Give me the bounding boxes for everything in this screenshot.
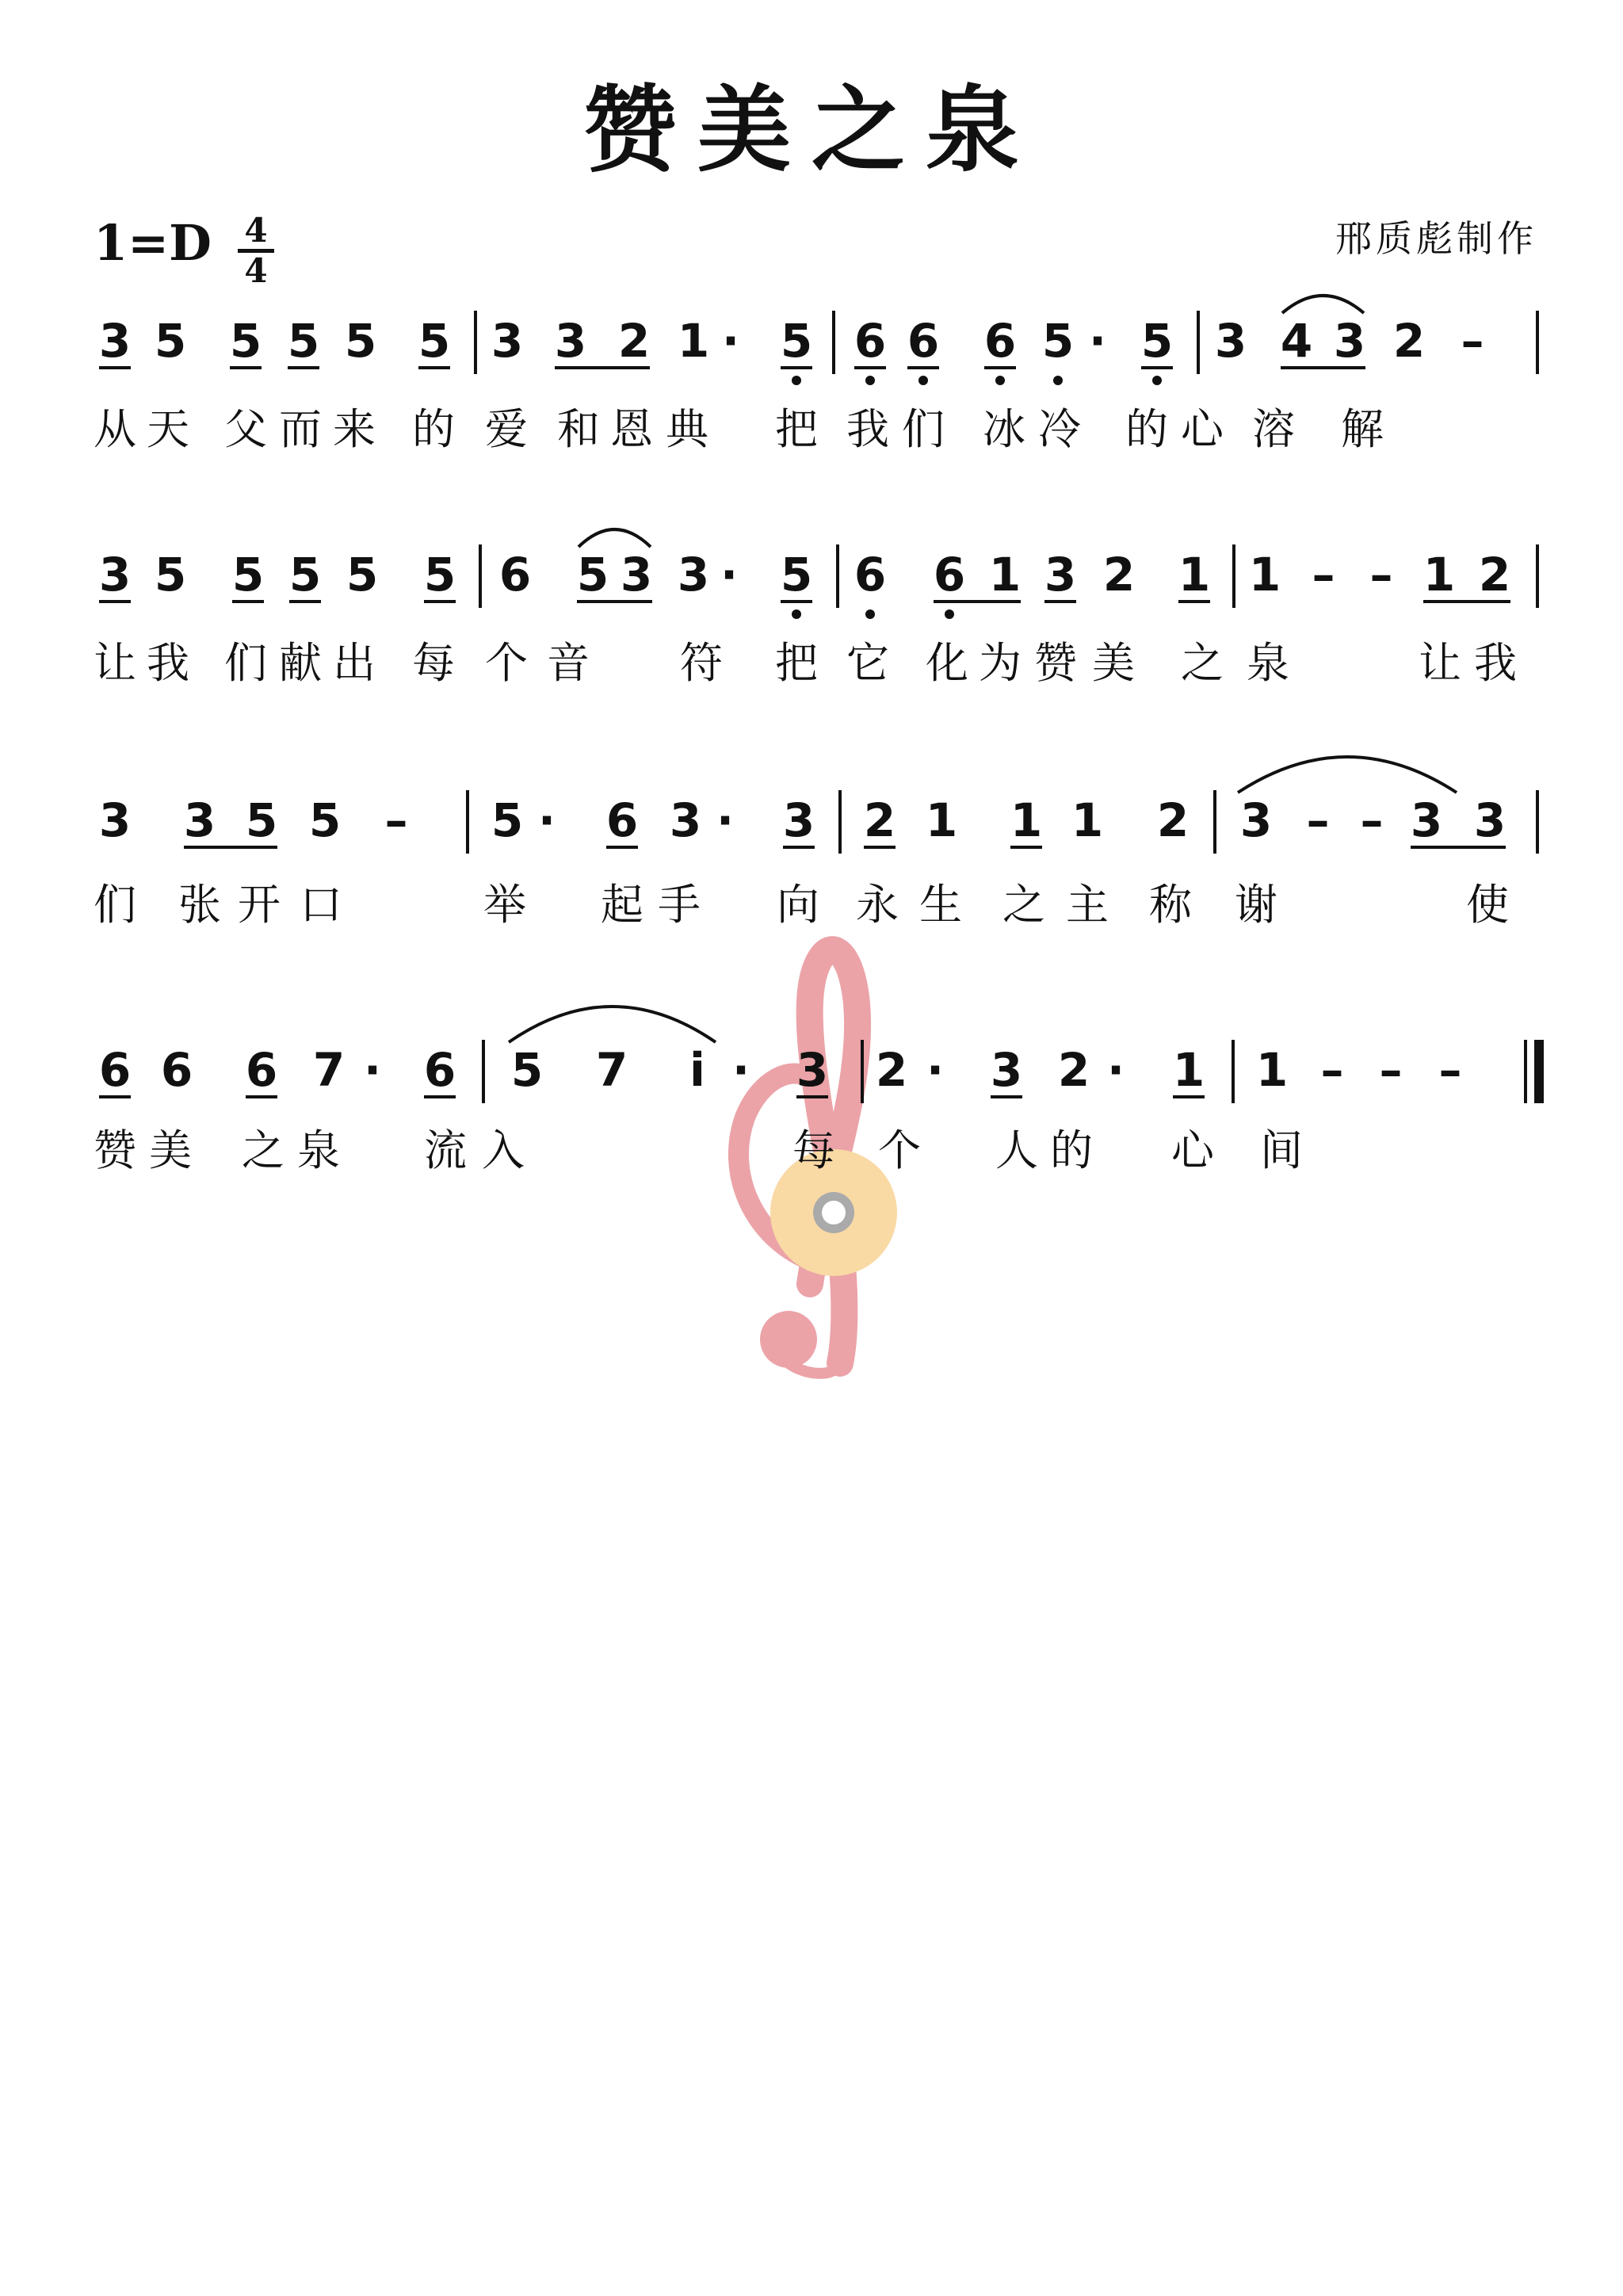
note-3-12: 2 [863,793,896,847]
lyric-1-10: 典 [666,404,708,454]
lyric-3-14: 谢 [1235,880,1277,930]
note-1-15: 6 [983,314,1017,368]
note-2-22: 1 [1423,548,1456,602]
lyric-4-7: 每 [792,1125,835,1175]
note-1-7: 3 [491,314,524,368]
note-2-3: 5 [231,548,265,602]
note-2-4: 5 [288,548,322,602]
note-4-2: 6 [160,1043,193,1097]
lyric-1-14: 冰 [983,404,1025,454]
note-2-8: 5 [576,548,609,602]
low-octave-dot-1-15 [995,376,1005,385]
note-2-1: 3 [98,548,132,602]
note-3-8: 6 [605,793,639,847]
lyric-1-1: 从 [94,404,136,454]
lyric-4-6: 入 [482,1125,525,1175]
note-3-15: 1 [1071,793,1104,847]
lyric-3-5: 举 [483,880,526,930]
note-4-16: · [1106,1043,1125,1097]
note-1-22: 2 [1392,314,1426,368]
key-signature: 1=D [94,214,212,272]
low-octave-dot-1-14 [918,376,928,385]
lyric-3-12: 主 [1066,880,1109,930]
lyric-2-15: 美 [1092,638,1135,688]
lyric-2-9: 符 [680,638,723,688]
note-4-15: 2 [1057,1043,1090,1097]
lyric-3-9: 永 [856,880,899,930]
note-3-9: 3 [669,793,702,847]
note-3-6: 5 [491,793,524,847]
lyric-2-7: 个 [485,638,528,688]
note-1-13: 6 [854,314,887,368]
note-3-2: 3 [183,793,216,847]
lyric-2-19: 我 [1474,638,1517,688]
note-2-18: 1 [1178,548,1211,602]
lyric-3-3: 开 [238,880,281,930]
lyric-3-13: 称 [1149,880,1192,930]
lyric-1-19: 解 [1341,404,1384,454]
note-2-11: · [720,548,739,602]
lyric-4-8: 个 [878,1125,921,1175]
note-2-2: 5 [154,548,187,602]
note-1-23: – [1461,314,1484,368]
note-3-14: 1 [1010,793,1043,847]
note-1-11: · [721,314,740,368]
note-1-21: 3 [1333,314,1366,368]
note-1-4: 5 [287,314,320,368]
lyric-4-5: 流 [424,1125,467,1175]
note-2-10: 3 [677,548,710,602]
lyric-1-15: 冷 [1038,404,1081,454]
note-2-23: 2 [1478,548,1511,602]
lyric-1-9: 恩 [610,404,653,454]
note-4-20: – [1379,1043,1403,1097]
lyric-1-4: 而 [279,404,322,454]
lyric-4-10: 的 [1050,1125,1093,1175]
lyric-2-4: 献 [279,638,322,688]
note-4-21: – [1438,1043,1462,1097]
lyric-2-5: 出 [333,638,376,688]
note-2-6: 5 [423,548,456,602]
note-2-13: 6 [854,548,887,602]
note-2-15: 1 [988,548,1022,602]
note-1-1: 3 [98,314,132,368]
note-3-4: 5 [308,793,342,847]
lyric-2-13: 为 [979,638,1022,688]
lyric-4-11: 心 [1171,1125,1214,1175]
lyric-2-14: 赞 [1034,638,1077,688]
lyric-4-3: 之 [242,1125,285,1175]
note-1-8: 3 [554,314,587,368]
note-4-3: 6 [245,1043,278,1097]
slur-2-1 [579,529,651,547]
note-4-4: 7 [312,1043,346,1097]
note-1-3: 5 [229,314,262,368]
low-octave-dot-2-12 [792,609,801,619]
lyric-3-2: 张 [178,880,221,930]
note-4-19: – [1320,1043,1344,1097]
note-3-3: 5 [245,793,278,847]
note-4-1: 6 [98,1043,132,1097]
lyric-1-2: 天 [147,404,189,454]
lyric-1-16: 的 [1125,404,1168,454]
note-1-2: 5 [154,314,187,368]
low-octave-dot-2-14 [945,609,954,619]
lyric-2-1: 让 [94,638,136,688]
note-3-11: 3 [782,793,815,847]
note-3-21: 3 [1473,793,1507,847]
lyric-1-8: 和 [557,404,600,454]
lyric-4-12: 间 [1260,1125,1303,1175]
lyric-1-3: 父 [224,404,267,454]
note-1-20: 4 [1280,314,1313,368]
note-2-17: 2 [1102,548,1136,602]
lyric-3-1: 们 [94,880,136,930]
note-4-13: · [926,1043,945,1097]
slur-4-1 [509,1007,716,1042]
lyric-2-17: 泉 [1247,638,1289,688]
note-2-16: 3 [1044,548,1077,602]
note-1-5: 5 [344,314,377,368]
note-3-10: · [716,793,735,847]
note-4-17: 1 [1172,1043,1205,1097]
lyric-3-8: 向 [777,880,819,930]
lyric-3-15: 使 [1466,880,1509,930]
lyric-2-16: 之 [1181,638,1224,688]
note-4-8: 7 [595,1043,628,1097]
lyric-2-3: 们 [224,638,267,688]
author-credit: 邢质彪制作 [1335,217,1537,260]
time-denominator: 4 [244,251,268,290]
note-1-12: 5 [780,314,813,368]
lyric-2-6: 每 [412,638,455,688]
song-title: 赞美之泉 [582,74,1040,185]
note-3-13: 1 [925,793,958,847]
note-3-16: 2 [1156,793,1190,847]
lyric-4-2: 美 [149,1125,192,1175]
note-2-14: 6 [933,548,966,602]
low-octave-dot-1-13 [865,376,875,385]
lyric-1-17: 心 [1181,404,1224,454]
note-4-10: · [731,1043,750,1097]
note-1-18: 5 [1140,314,1174,368]
lyric-2-8: 音 [547,638,590,688]
lyric-3-4: 口 [300,880,342,930]
note-4-18: 1 [1255,1043,1289,1097]
low-octave-dot-1-12 [792,376,801,385]
lyric-2-2: 我 [147,638,189,688]
note-1-14: 6 [907,314,940,368]
note-2-9: 3 [620,548,653,602]
lyric-4-9: 人 [995,1125,1038,1175]
low-octave-dot-2-13 [865,609,875,619]
note-1-19: 3 [1214,314,1247,368]
lyric-3-6: 起 [601,880,643,930]
time-numerator: 4 [244,211,268,250]
note-3-19: – [1360,793,1384,847]
lyric-1-18: 溶 [1252,404,1295,454]
note-3-1: 3 [98,793,132,847]
low-octave-dot-1-16 [1053,376,1063,385]
note-3-5: – [384,793,408,847]
lyric-1-13: 们 [902,404,945,454]
note-2-21: – [1369,548,1393,602]
note-4-11: 3 [796,1043,829,1097]
lyric-1-5: 来 [333,404,376,454]
lyric-4-4: 泉 [297,1125,340,1175]
lyric-3-7: 手 [658,880,701,930]
lyric-4-1: 赞 [94,1125,136,1175]
note-4-5: · [363,1043,382,1097]
note-4-9: i̇ [689,1043,705,1097]
lyric-3-11: 之 [1002,880,1045,930]
lyric-3-10: 生 [919,880,962,930]
note-2-12: 5 [780,548,813,602]
lyric-1-6: 的 [412,404,455,454]
note-2-19: 1 [1248,548,1281,602]
note-4-14: 3 [990,1043,1023,1097]
slur-3-1 [1238,757,1457,793]
note-1-16: 5 [1041,314,1075,368]
note-2-5: 5 [346,548,379,602]
note-3-20: 3 [1410,793,1443,847]
lyric-2-11: 它 [846,638,889,688]
note-4-6: 6 [423,1043,456,1097]
note-1-17: · [1088,314,1107,368]
low-octave-dot-1-18 [1152,376,1162,385]
lyric-1-7: 爱 [485,404,528,454]
lyric-2-10: 把 [775,638,818,688]
note-2-7: 6 [498,548,532,602]
note-1-6: 5 [418,314,451,368]
lyric-1-11: 把 [775,404,818,454]
note-4-12: 2 [875,1043,908,1097]
lyric-1-12: 我 [846,404,889,454]
note-3-17: 3 [1239,793,1273,847]
note-2-20: – [1312,548,1335,602]
note-3-18: – [1306,793,1330,847]
note-1-9: 2 [617,314,651,368]
note-3-7: · [537,793,556,847]
lyric-2-12: 化 [926,638,968,688]
note-4-7: 5 [510,1043,544,1097]
note-1-10: 1 [677,314,710,368]
lyric-2-18: 让 [1419,638,1461,688]
slur-1-1 [1282,296,1364,313]
